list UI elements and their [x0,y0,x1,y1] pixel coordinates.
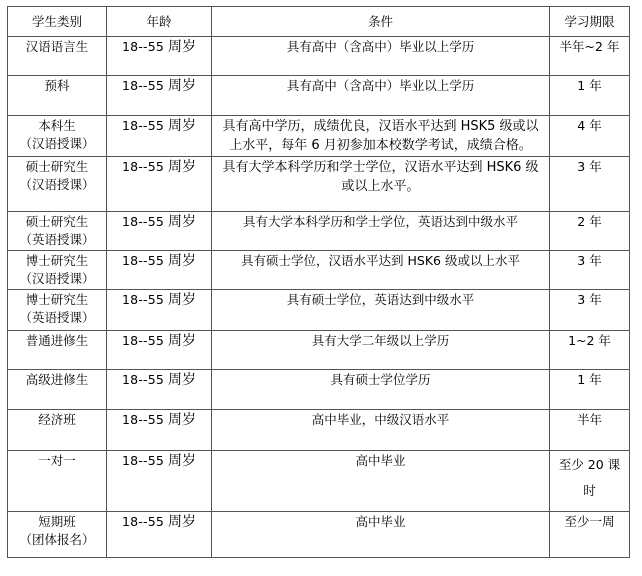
age-range: 18--55 [121,214,165,229]
duration-cell: 至少 20 课时 [550,451,630,512]
duration-cell: 半年 [550,410,630,451]
table-row [8,76,630,116]
age-range: 18--55 [121,372,165,387]
age-cell [107,331,212,370]
student-type-cell: 博士研究生 （英语授课） [8,290,107,331]
student-type-cell: 本科生 （汉语授课） [8,116,107,157]
student-type-cell: 普通进修生 [8,331,107,370]
student-type-cell: 短期班 （团体报名） [8,512,107,558]
age-range: 18--55 [121,333,165,348]
age-cell [107,290,212,331]
age-cell [107,370,212,410]
student-type-cell: 预科 [8,76,107,116]
header-condition: 条件 [212,7,550,37]
age-unit: 周岁 [168,159,197,175]
student-type-cell: 硕士研究生 （英语授课） [8,212,107,251]
table-row [8,212,630,251]
table-row [8,410,630,451]
header-age: 年龄 [107,7,212,37]
age-unit: 周岁 [168,118,197,134]
age-cell [107,512,212,558]
age-range: 18--55 [121,39,165,54]
age-range: 18--55 [121,292,165,307]
age-cell [107,212,212,251]
age-range: 18--55 [121,453,165,468]
age-range: 18--55 [121,253,165,268]
age-unit: 周岁 [168,453,197,469]
condition-cell: 具有高中（含高中）毕业以上学历 [212,76,550,116]
age-cell [107,157,212,212]
duration-cell: 3 年 [550,290,630,331]
age-unit: 周岁 [168,514,197,530]
header-row [8,7,630,37]
table-row [8,157,630,212]
age-range: 18--55 [121,78,165,93]
student-type-cell: 博士研究生 （汉语授课） [8,251,107,290]
age-cell [107,116,212,157]
age-cell [107,251,212,290]
age-cell [107,410,212,451]
age-unit: 周岁 [168,412,197,428]
student-type-cell: 高级进修生 [8,370,107,410]
table-row [8,512,630,558]
age-unit: 周岁 [168,292,197,308]
age-unit: 周岁 [168,39,197,55]
table-body [8,37,630,558]
duration-cell: 2 年 [550,212,630,251]
duration-cell: 4 年 [550,116,630,157]
admissions-table [7,6,630,558]
table-header [8,7,630,37]
age-unit: 周岁 [168,333,197,349]
age-unit: 周岁 [168,253,197,269]
table-row [8,370,630,410]
condition-cell: 具有硕士学位，汉语水平达到 HSK6 级或以上水平 [212,251,550,290]
condition-cell: 具有大学二年级以上学历 [212,331,550,370]
duration-cell: 1 年 [550,76,630,116]
table-row [8,290,630,331]
duration-cell: 3 年 [550,251,630,290]
student-type-cell: 汉语语言生 [8,37,107,76]
student-type-cell: 一对一 [8,451,107,512]
age-unit: 周岁 [168,78,197,94]
condition-cell: 具有硕士学位，英语达到中级水平 [212,290,550,331]
condition-cell: 具有高中学历，成绩优良，汉语水平达到 HSK5 级或以上水平，每年 6 月初参加本校数学考试，成绩合格。 [212,116,550,157]
duration-cell: 1~2 年 [550,331,630,370]
age-unit: 周岁 [168,214,197,230]
condition-cell: 高中毕业，中级汉语水平 [212,410,550,451]
header-duration: 学习期限 [550,7,630,37]
duration-cell: 3 年 [550,157,630,212]
condition-cell: 具有高中（含高中）毕业以上学历 [212,37,550,76]
age-range: 18--55 [121,514,165,529]
table-row [8,116,630,157]
header-student-type: 学生类别 [8,7,107,37]
condition-cell: 高中毕业 [212,451,550,512]
table-row [8,37,630,76]
condition-cell: 具有大学本科学历和学士学位，英语达到中级水平 [212,212,550,251]
age-unit: 周岁 [168,372,197,388]
duration-cell: 至少一周 [550,512,630,558]
age-range: 18--55 [121,118,165,133]
age-cell [107,76,212,116]
condition-cell: 高中毕业 [212,512,550,558]
table-row [8,251,630,290]
condition-cell: 具有硕士学位学历 [212,370,550,410]
student-type-cell: 经济班 [8,410,107,451]
duration-cell: 1 年 [550,370,630,410]
student-type-cell: 硕士研究生 （汉语授课） [8,157,107,212]
age-cell [107,451,212,512]
table-row [8,331,630,370]
age-range: 18--55 [121,159,165,174]
condition-cell: 具有大学本科学历和学士学位，汉语水平达到 HSK6 级或以上水平。 [212,157,550,212]
duration-cell: 半年~2 年 [550,37,630,76]
age-range: 18--55 [121,412,165,427]
table-row [8,451,630,512]
age-cell [107,37,212,76]
